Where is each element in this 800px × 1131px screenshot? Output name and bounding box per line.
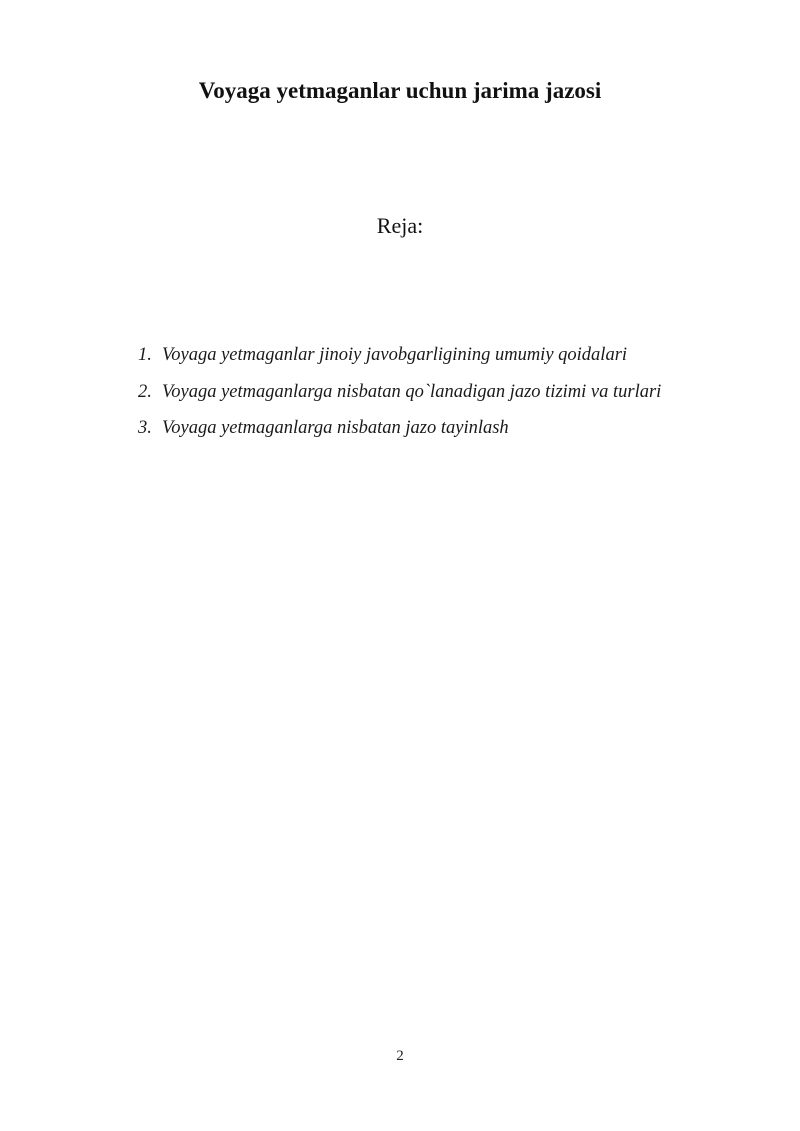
- plan-heading: Reja:: [376, 213, 424, 238]
- plan-item-number: 1.: [138, 345, 152, 365]
- plan-item-text: Voyaga yetmaganlar jinoiy javobgarligining umumiy qoidalari: [162, 345, 628, 365]
- plan-item-3: [138, 410, 742, 447]
- plan-item-2: [138, 374, 742, 411]
- plan-list: [138, 337, 742, 447]
- plan-item-number: 2.: [138, 381, 152, 402]
- page-number: 2: [396, 1048, 404, 1064]
- plan-item-text: Voyaga yetmaganlarga nisbatan jazo tayinlash: [162, 418, 509, 438]
- plan-item-text: Voyaga yetmaganlarga nisbatan qo`lanadigan jazo tizimi va turlari: [162, 381, 662, 402]
- plan-item-number: 3.: [138, 418, 152, 438]
- plan-item-1: [138, 337, 742, 374]
- document-title: Voyaga yetmaganlar uchun jarima jazosi: [198, 78, 602, 103]
